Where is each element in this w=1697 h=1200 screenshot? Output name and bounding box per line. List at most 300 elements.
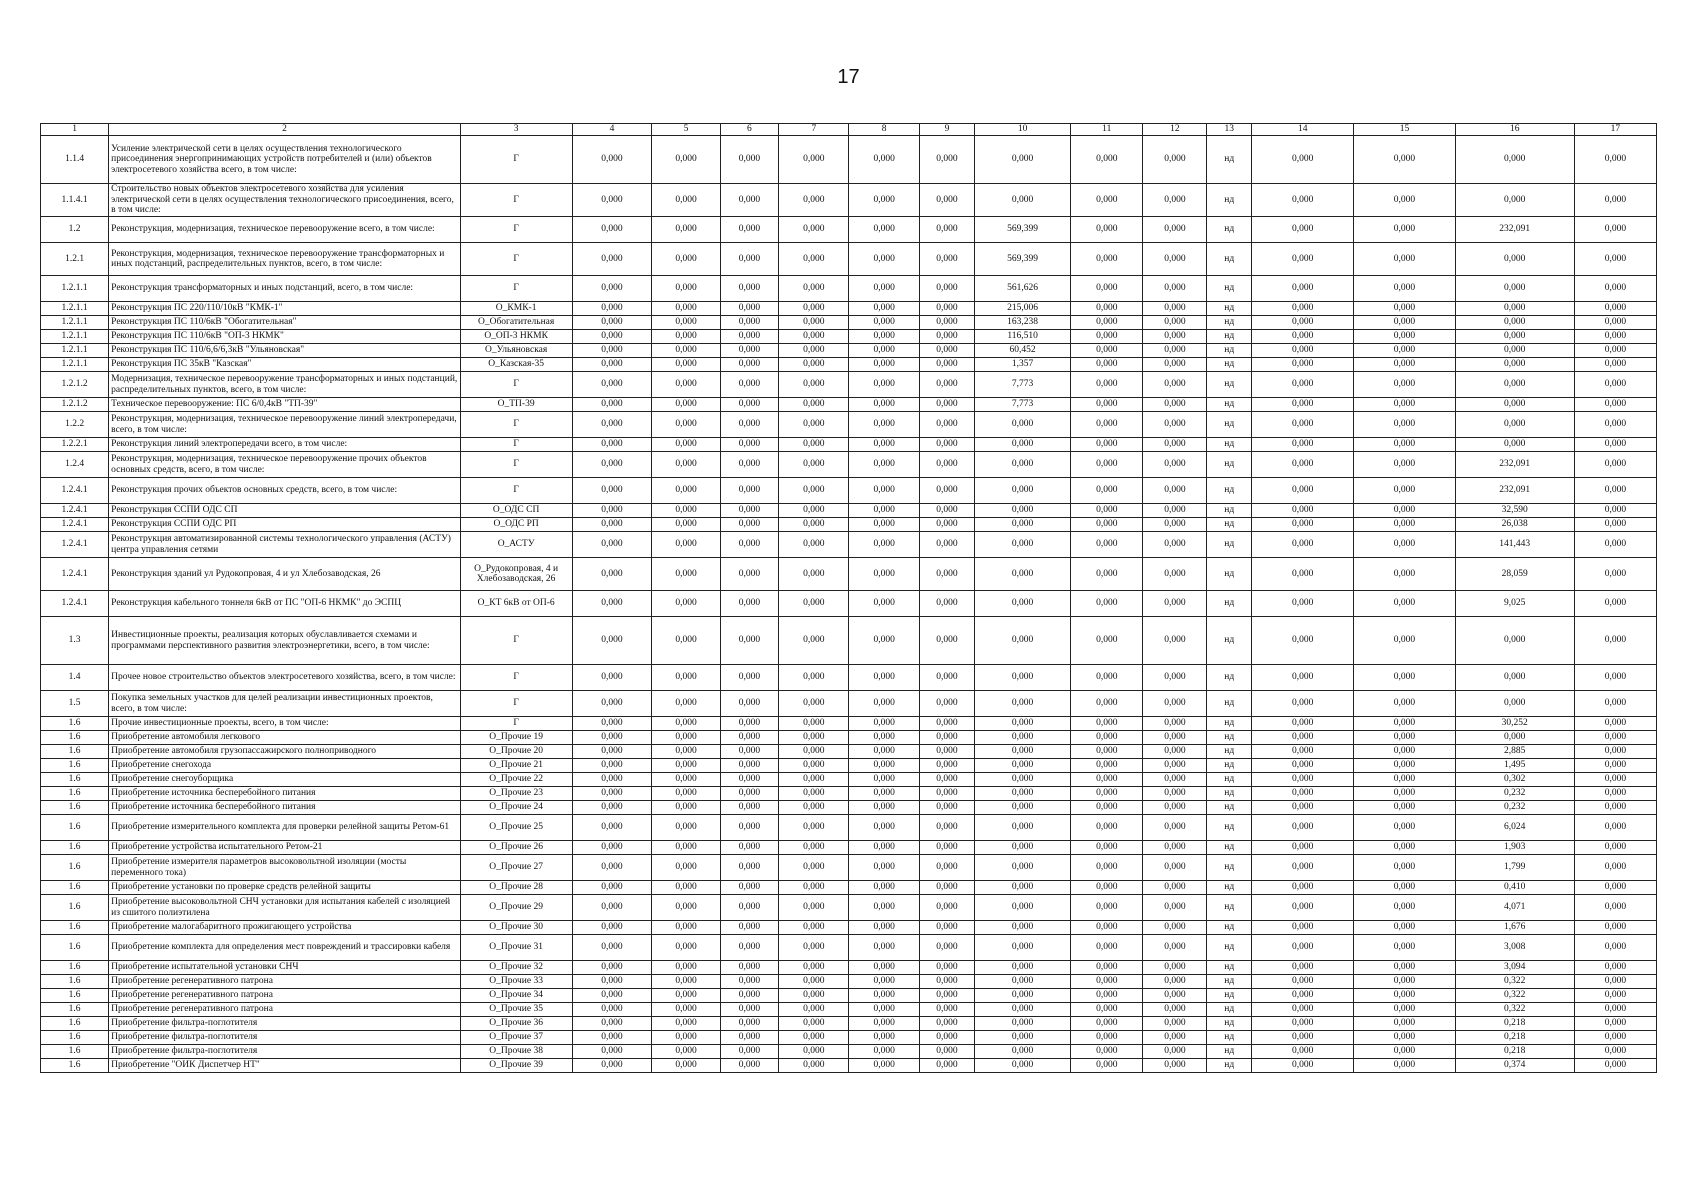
value-cell: 0,000	[652, 1031, 720, 1045]
value-cell: 0,000	[779, 398, 849, 412]
project-name-cell: Приобретение фильтра-поглотителя	[109, 1045, 461, 1059]
value-cell: 0,000	[1574, 217, 1656, 243]
value-cell: 0,000	[779, 358, 849, 372]
value-cell: 0,000	[975, 518, 1071, 532]
value-cell: нд	[1207, 617, 1252, 665]
value-cell: нд	[1207, 136, 1252, 184]
value-cell: 0,000	[919, 518, 974, 532]
value-cell: 0,000	[652, 504, 720, 518]
value-cell: 0,000	[1252, 855, 1354, 881]
value-cell: 0,000	[779, 1003, 849, 1017]
value-cell: 0,000	[572, 372, 652, 398]
value-cell: 0,000	[1252, 961, 1354, 975]
value-cell: 0,000	[572, 773, 652, 787]
value-cell: 0,000	[1071, 1031, 1143, 1045]
value-cell: 0,000	[1252, 1059, 1354, 1073]
value-cell: 0,000	[652, 691, 720, 717]
value-cell: 0,000	[720, 398, 779, 412]
row-code-cell: 1.6	[41, 815, 109, 841]
value-cell: 0,000	[1354, 1003, 1455, 1017]
table-row	[41, 412, 1657, 438]
value-cell: 0,000	[849, 855, 919, 881]
value-cell: 0,000	[1354, 316, 1455, 330]
row-code-cell: 1.4	[41, 665, 109, 691]
value-cell: 0,000	[1574, 438, 1656, 452]
value-cell: 0,000	[1143, 1003, 1207, 1017]
project-id-cell: Г	[460, 438, 572, 452]
value-cell: нд	[1207, 691, 1252, 717]
table-row	[41, 504, 1657, 518]
value-cell: 0,000	[1252, 731, 1354, 745]
value-cell: нд	[1207, 478, 1252, 504]
value-cell: 0,000	[1252, 217, 1354, 243]
value-cell: нд	[1207, 558, 1252, 591]
value-cell: 0,000	[572, 895, 652, 921]
value-cell: 0,000	[779, 731, 849, 745]
value-cell: 0,000	[919, 438, 974, 452]
value-cell: 0,000	[779, 217, 849, 243]
value-cell: нд	[1207, 975, 1252, 989]
value-cell: 0,000	[1071, 302, 1143, 316]
value-cell: 0,000	[1252, 895, 1354, 921]
column-number-cell: 10	[975, 124, 1071, 136]
value-cell: 1,903	[1455, 841, 1574, 855]
table-row	[41, 815, 1657, 841]
value-cell: 0,000	[1574, 815, 1656, 841]
value-cell: 0,000	[1455, 691, 1574, 717]
project-name-cell: Приобретение устройства испытательного Ретом-21	[109, 841, 461, 855]
row-code-cell: 1.2.4	[41, 452, 109, 478]
value-cell: 232,091	[1455, 478, 1574, 504]
value-cell: 0,000	[1455, 665, 1574, 691]
value-cell: 0,000	[849, 302, 919, 316]
value-cell: нд	[1207, 1045, 1252, 1059]
value-cell: 0,000	[919, 855, 974, 881]
value-cell: 0,000	[1071, 717, 1143, 731]
value-cell: 0,000	[1252, 759, 1354, 773]
value-cell: 0,000	[652, 855, 720, 881]
value-cell: 0,000	[849, 975, 919, 989]
value-cell: 0,000	[849, 478, 919, 504]
project-id-cell: O_Прочие 34	[460, 989, 572, 1003]
row-code-cell: 1.2.4.1	[41, 532, 109, 558]
value-cell: 4,071	[1455, 895, 1574, 921]
value-cell: 0,000	[1071, 895, 1143, 921]
value-cell: 0,000	[975, 136, 1071, 184]
value-cell: 0,000	[720, 961, 779, 975]
value-cell: 0,000	[1455, 136, 1574, 184]
row-code-cell: 1.2.1	[41, 243, 109, 276]
table-row	[41, 745, 1657, 759]
value-cell: 0,000	[720, 591, 779, 617]
project-id-cell: Г	[460, 717, 572, 731]
column-number-cell: 8	[849, 124, 919, 136]
value-cell: 0,000	[652, 184, 720, 217]
value-cell: 0,000	[572, 691, 652, 717]
value-cell: 0,000	[720, 759, 779, 773]
value-cell: 0,000	[1252, 935, 1354, 961]
value-cell: 0,000	[1354, 518, 1455, 532]
value-cell: 0,000	[652, 518, 720, 532]
value-cell: 0,000	[1455, 731, 1574, 745]
project-id-cell: Г	[460, 276, 572, 302]
column-number-cell: 15	[1354, 124, 1455, 136]
value-cell: 0,000	[572, 302, 652, 316]
value-cell: 0,000	[1143, 717, 1207, 731]
row-code-cell: 1.2.4.1	[41, 518, 109, 532]
value-cell: 0,000	[720, 1031, 779, 1045]
value-cell: 0,000	[1455, 330, 1574, 344]
value-cell: 0,000	[975, 745, 1071, 759]
value-cell: 0,000	[1574, 881, 1656, 895]
value-cell: 0,000	[1143, 617, 1207, 665]
value-cell: 0,000	[1455, 184, 1574, 217]
column-number-cell: 3	[460, 124, 572, 136]
table-row	[41, 935, 1657, 961]
value-cell: 0,000	[1143, 975, 1207, 989]
value-cell: 0,000	[1252, 665, 1354, 691]
value-cell: нд	[1207, 358, 1252, 372]
value-cell: 0,000	[720, 921, 779, 935]
value-cell: 0,000	[975, 691, 1071, 717]
value-cell: 0,000	[1252, 452, 1354, 478]
value-cell: 0,000	[1071, 617, 1143, 665]
value-cell: 0,000	[1354, 759, 1455, 773]
value-cell: 0,000	[1143, 1045, 1207, 1059]
project-name-cell: Прочие инвестиционные проекты, всего, в том числе:	[109, 717, 461, 731]
table-row	[41, 1059, 1657, 1073]
value-cell: 0,000	[1354, 412, 1455, 438]
table-row	[41, 558, 1657, 591]
project-name-cell: Приобретение измерительного комплекта для проверки релейной защиты Ретом-61	[109, 815, 461, 841]
value-cell: 0,000	[1574, 412, 1656, 438]
value-cell: 0,000	[1455, 398, 1574, 412]
table-row	[41, 478, 1657, 504]
value-cell: 0,000	[849, 243, 919, 276]
table-row	[41, 787, 1657, 801]
value-cell: 0,000	[720, 276, 779, 302]
row-code-cell: 1.6	[41, 1031, 109, 1045]
value-cell: 0,000	[779, 881, 849, 895]
value-cell: 0,000	[1143, 841, 1207, 855]
value-cell: 0,000	[1354, 358, 1455, 372]
value-cell: 0,000	[652, 532, 720, 558]
value-cell: 0,000	[919, 1003, 974, 1017]
value-cell: 0,000	[1574, 452, 1656, 478]
value-cell: 0,000	[975, 717, 1071, 731]
project-name-cell: Приобретение высоковольтной СНЧ установки для испытания кабелей с изоляцией из сшитого полиэтилена	[109, 895, 461, 921]
value-cell: 0,000	[1071, 452, 1143, 478]
value-cell: 0,000	[1354, 895, 1455, 921]
project-name-cell: Прочее новое строительство объектов электросетевого хозяйства, всего, в том числе:	[109, 665, 461, 691]
table-row	[41, 759, 1657, 773]
row-code-cell: 1.2.1.1	[41, 316, 109, 330]
value-cell: 0,000	[849, 773, 919, 787]
value-cell: 0,000	[919, 815, 974, 841]
value-cell: 0,000	[652, 975, 720, 989]
value-cell: 0,000	[1252, 243, 1354, 276]
value-cell: 0,000	[1574, 961, 1656, 975]
value-cell: 0,000	[1574, 855, 1656, 881]
value-cell: 0,000	[919, 302, 974, 316]
value-cell: 0,000	[572, 1003, 652, 1017]
value-cell: 0,322	[1455, 1003, 1574, 1017]
value-cell: 0,000	[849, 558, 919, 591]
value-cell: 0,000	[1574, 276, 1656, 302]
value-cell: 0,000	[1143, 815, 1207, 841]
value-cell: 0,218	[1455, 1045, 1574, 1059]
value-cell: 0,000	[1071, 1003, 1143, 1017]
value-cell: 0,000	[1143, 438, 1207, 452]
project-id-cell: O_Прочие 37	[460, 1031, 572, 1045]
project-name-cell: Реконструкция трансформаторных и иных подстанций, всего, в том числе:	[109, 276, 461, 302]
value-cell: 0,000	[975, 855, 1071, 881]
value-cell: 0,000	[1143, 532, 1207, 558]
project-name-cell: Приобретение источника бесперебойного питания	[109, 787, 461, 801]
value-cell: 1,495	[1455, 759, 1574, 773]
value-cell: 0,000	[1143, 136, 1207, 184]
value-cell: 0,000	[1354, 731, 1455, 745]
row-code-cell: 1.2.4.1	[41, 591, 109, 617]
project-id-cell: O_Прочие 38	[460, 1045, 572, 1059]
value-cell: 0,000	[1071, 961, 1143, 975]
row-code-cell: 1.1.4.1	[41, 184, 109, 217]
value-cell: 0,000	[1071, 504, 1143, 518]
value-cell: 0,000	[975, 478, 1071, 504]
column-number-cell: 11	[1071, 124, 1143, 136]
value-cell: 0,000	[779, 691, 849, 717]
value-cell: 0,000	[1574, 478, 1656, 504]
value-cell: нд	[1207, 452, 1252, 478]
value-cell: 3,094	[1455, 961, 1574, 975]
row-code-cell: 1.2.4.1	[41, 504, 109, 518]
value-cell: 0,000	[919, 935, 974, 961]
value-cell: 0,000	[652, 330, 720, 344]
value-cell: 0,000	[849, 787, 919, 801]
value-cell: 0,000	[1071, 330, 1143, 344]
value-cell: нд	[1207, 344, 1252, 358]
value-cell: 0,000	[1252, 1045, 1354, 1059]
value-cell: 0,000	[1574, 591, 1656, 617]
value-cell: нд	[1207, 518, 1252, 532]
project-name-cell: Реконструкция ПС 35кВ "Казская"	[109, 358, 461, 372]
value-cell: 0,000	[975, 935, 1071, 961]
row-code-cell: 1.2.2	[41, 412, 109, 438]
value-cell: 0,218	[1455, 1017, 1574, 1031]
value-cell: 0,000	[720, 731, 779, 745]
value-cell: 0,000	[572, 881, 652, 895]
value-cell: 0,000	[1071, 731, 1143, 745]
value-cell: 0,000	[1071, 787, 1143, 801]
value-cell: 0,000	[1252, 1017, 1354, 1031]
value-cell: 0,000	[849, 665, 919, 691]
table-row	[41, 731, 1657, 745]
value-cell: 0,000	[849, 617, 919, 665]
table-row	[41, 773, 1657, 787]
table-row	[41, 316, 1657, 330]
project-id-cell: Г	[460, 136, 572, 184]
value-cell: 0,000	[1143, 989, 1207, 1003]
value-cell: 0,000	[572, 136, 652, 184]
value-cell: 0,000	[572, 759, 652, 773]
value-cell: 0,000	[1143, 504, 1207, 518]
value-cell: 0,000	[652, 1059, 720, 1073]
value-cell: 0,322	[1455, 975, 1574, 989]
value-cell: 1,799	[1455, 855, 1574, 881]
project-name-cell: Реконструкция кабельного тоннеля 6кВ от ПС "ОП-6 НКМК" до ЭСПЦ	[109, 591, 461, 617]
value-cell: 0,000	[652, 961, 720, 975]
value-cell: 0,000	[849, 731, 919, 745]
value-cell: 0,000	[1574, 330, 1656, 344]
value-cell: 0,000	[1354, 344, 1455, 358]
value-cell: 0,000	[1071, 691, 1143, 717]
value-cell: 0,000	[1574, 759, 1656, 773]
value-cell: 0,000	[975, 787, 1071, 801]
value-cell: 0,000	[919, 591, 974, 617]
value-cell: 0,000	[849, 372, 919, 398]
value-cell: нд	[1207, 921, 1252, 935]
row-code-cell: 1.6	[41, 745, 109, 759]
value-cell: 0,000	[975, 591, 1071, 617]
value-cell: 0,000	[1574, 532, 1656, 558]
value-cell: 0,000	[975, 773, 1071, 787]
table-row	[41, 801, 1657, 815]
table-row	[41, 358, 1657, 372]
value-cell: 0,000	[1574, 895, 1656, 921]
value-cell: нд	[1207, 759, 1252, 773]
table-row	[41, 665, 1657, 691]
project-name-cell: Приобретение фильтра-поглотителя	[109, 1031, 461, 1045]
table-row	[41, 989, 1657, 1003]
value-cell: 0,000	[1574, 691, 1656, 717]
value-cell: 0,000	[652, 759, 720, 773]
value-cell: 0,000	[652, 136, 720, 184]
column-number-row	[41, 124, 1657, 136]
value-cell: 0,000	[1455, 243, 1574, 276]
value-cell: 0,000	[1574, 731, 1656, 745]
value-cell: 0,000	[1574, 921, 1656, 935]
value-cell: 0,000	[652, 881, 720, 895]
value-cell: 0,000	[779, 773, 849, 787]
value-cell: 0,000	[849, 591, 919, 617]
value-cell: 0,000	[975, 881, 1071, 895]
value-cell: 0,000	[652, 895, 720, 921]
value-cell: нд	[1207, 398, 1252, 412]
value-cell: 0,000	[1574, 665, 1656, 691]
value-cell: 0,000	[1143, 372, 1207, 398]
table-row	[41, 881, 1657, 895]
value-cell: 0,000	[975, 184, 1071, 217]
value-cell: 0,000	[919, 1045, 974, 1059]
value-cell: 0,000	[1071, 412, 1143, 438]
value-cell: 0,000	[572, 532, 652, 558]
value-cell: 0,000	[572, 989, 652, 1003]
value-cell: 0,000	[849, 691, 919, 717]
value-cell: 0,000	[975, 1045, 1071, 1059]
value-cell: 0,000	[652, 412, 720, 438]
value-cell: 0,000	[720, 478, 779, 504]
value-cell: 0,000	[779, 961, 849, 975]
value-cell: 0,000	[975, 532, 1071, 558]
value-cell: 0,000	[1574, 302, 1656, 316]
value-cell: 0,000	[1574, 243, 1656, 276]
value-cell: 0,000	[652, 276, 720, 302]
table-row	[41, 184, 1657, 217]
column-number-cell: 6	[720, 124, 779, 136]
project-name-cell: Реконструкция прочих объектов основных средств, всего, в том числе:	[109, 478, 461, 504]
project-id-cell: Г	[460, 665, 572, 691]
value-cell: 0,000	[1354, 787, 1455, 801]
value-cell: 0,000	[1143, 665, 1207, 691]
value-cell: 0,000	[1354, 617, 1455, 665]
row-code-cell: 1.6	[41, 921, 109, 935]
project-name-cell: Приобретение снегохода	[109, 759, 461, 773]
value-cell: 0,000	[779, 302, 849, 316]
project-name-cell: Приобретение регенеративного патрона	[109, 989, 461, 1003]
value-cell: 7,773	[975, 372, 1071, 398]
value-cell: 0,000	[975, 801, 1071, 815]
value-cell: 0,000	[1071, 665, 1143, 691]
project-id-cell: Г	[460, 243, 572, 276]
value-cell: 0,000	[1071, 358, 1143, 372]
project-id-cell: O_Прочие 26	[460, 841, 572, 855]
value-cell: 0,000	[849, 330, 919, 344]
value-cell: нд	[1207, 217, 1252, 243]
value-cell: 0,000	[849, 217, 919, 243]
value-cell: 0,000	[572, 717, 652, 731]
project-id-cell: O_Рудокопровая, 4 и Хлебозаводская, 26	[460, 558, 572, 591]
value-cell: нд	[1207, 935, 1252, 961]
value-cell: 0,000	[779, 412, 849, 438]
value-cell: 0,000	[1574, 801, 1656, 815]
value-cell: 0,000	[572, 975, 652, 989]
value-cell: 0,000	[1071, 975, 1143, 989]
table-row	[41, 975, 1657, 989]
value-cell: 0,000	[975, 1003, 1071, 1017]
value-cell: 0,000	[779, 532, 849, 558]
value-cell: 0,000	[1071, 989, 1143, 1003]
value-cell: 0,000	[1252, 518, 1354, 532]
value-cell: 0,000	[849, 1045, 919, 1059]
value-cell: 0,000	[720, 665, 779, 691]
value-cell: 0,000	[1574, 1059, 1656, 1073]
table-row	[41, 136, 1657, 184]
value-cell: 0,000	[1252, 591, 1354, 617]
value-cell: 0,000	[919, 881, 974, 895]
row-code-cell: 1.5	[41, 691, 109, 717]
value-cell: нд	[1207, 1031, 1252, 1045]
value-cell: 0,000	[652, 344, 720, 358]
value-cell: 0,000	[1252, 412, 1354, 438]
value-cell: 0,000	[652, 1017, 720, 1031]
project-name-cell: Приобретение источника бесперебойного питания	[109, 801, 461, 815]
value-cell: 0,000	[572, 478, 652, 504]
value-cell: 0,000	[1354, 935, 1455, 961]
value-cell: 0,000	[849, 989, 919, 1003]
value-cell: 0,000	[919, 412, 974, 438]
project-id-cell: Г	[460, 478, 572, 504]
value-cell: 0,000	[1252, 372, 1354, 398]
value-cell: 0,000	[652, 302, 720, 316]
value-cell: 0,000	[779, 989, 849, 1003]
value-cell: 0,000	[1354, 989, 1455, 1003]
value-cell: 0,000	[1455, 358, 1574, 372]
value-cell: 28,059	[1455, 558, 1574, 591]
value-cell: 0,000	[849, 935, 919, 961]
value-cell: 0,000	[849, 717, 919, 731]
project-id-cell: O_ОДС СП	[460, 504, 572, 518]
row-code-cell: 1.3	[41, 617, 109, 665]
